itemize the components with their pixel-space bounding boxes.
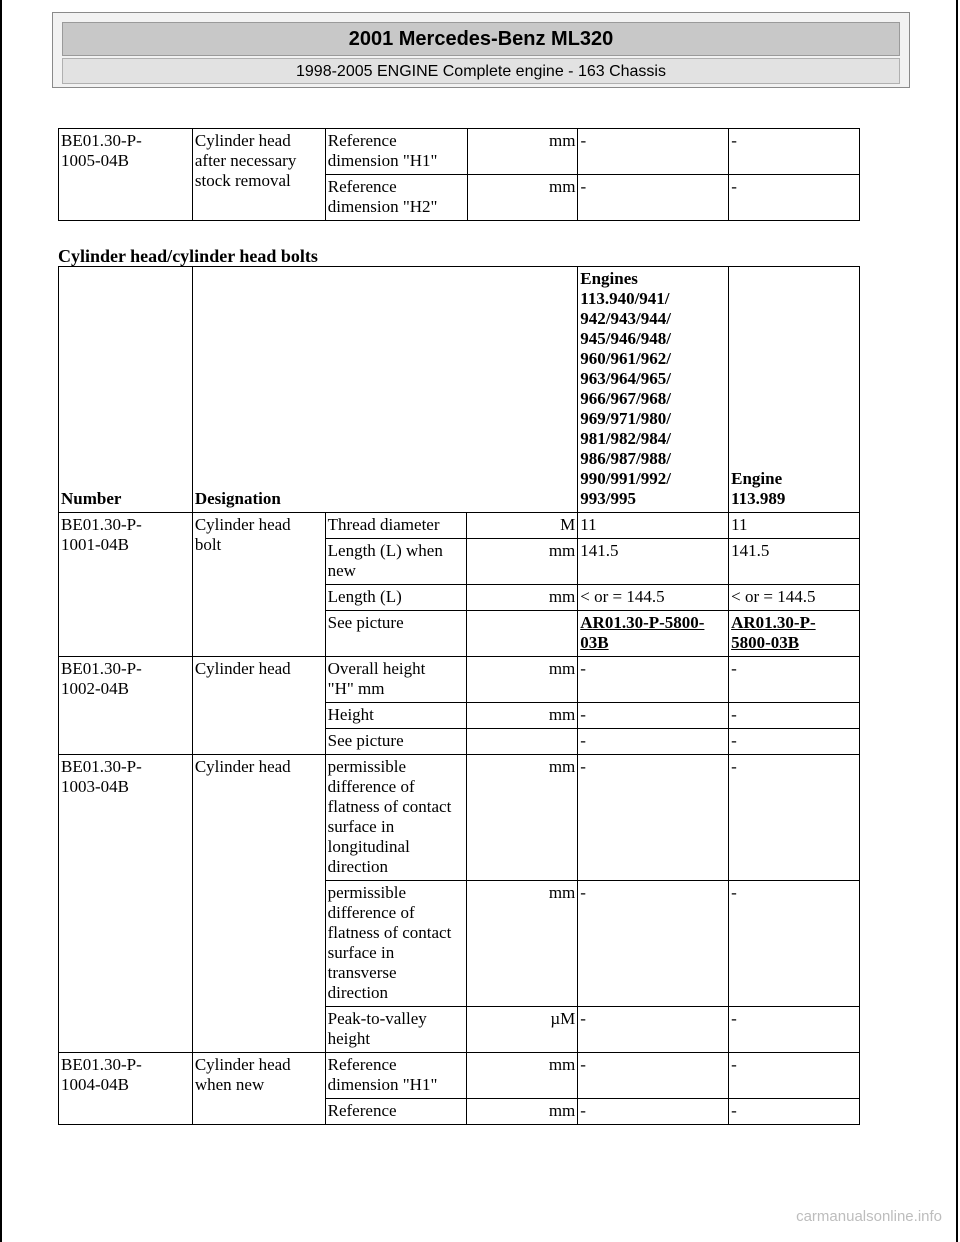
row-value-2: -: [729, 729, 860, 755]
row-unit: mm: [467, 703, 578, 729]
row-parameter: Reference dimension "H1": [325, 129, 467, 175]
row-value-1: -: [578, 129, 729, 175]
row-value-1[interactable]: [578, 611, 729, 657]
row-parameter: permissible difference of flatness of contact surface in longitudinal direction: [325, 755, 467, 881]
row-value-2: -: [729, 175, 860, 221]
row-parameter: Length (L) when new: [325, 539, 467, 585]
row-value-2: -: [729, 1053, 860, 1099]
row-value-1: -: [578, 1053, 729, 1099]
row-parameter: Thread diameter: [325, 513, 467, 539]
row-parameter: permissible difference of flatness of contact surface in transverse direction: [325, 881, 467, 1007]
row-value-1: -: [578, 755, 729, 881]
picture-link[interactable]: AR01.30-P-5800- 03B: [580, 613, 705, 652]
section-title: Cylinder head/cylinder head bolts: [58, 246, 318, 266]
row-parameter: Reference: [325, 1099, 467, 1125]
row-value-1: -: [578, 175, 729, 221]
table-row: [59, 513, 860, 539]
top-spec-table: [58, 128, 860, 221]
row-number: BE01.30-P- 1002-04B: [59, 657, 193, 755]
document-title: 2001 Mercedes-Benz ML320: [62, 22, 900, 56]
row-unit: [467, 611, 578, 657]
row-value-1: -: [578, 1099, 729, 1125]
row-value-2: -: [729, 657, 860, 703]
row-parameter: See picture: [325, 611, 467, 657]
row-value-2: -: [729, 1007, 860, 1053]
row-parameter: Reference dimension "H2": [325, 175, 467, 221]
header-engines-1: Engines 113.940/941/ 942/943/944/ 945/946/948/ 960/961/962/ 963/964/965/ 966/967/968/ 969/971/980/ 981/982/984/ 986/987/988/ 990/991/992/ 993/995: [578, 267, 729, 513]
row-unit: mm: [467, 585, 578, 611]
row-value-1: -: [578, 657, 729, 703]
row-value-1: < or = 144.5: [578, 585, 729, 611]
row-number: BE01.30-P- 1005-04B: [59, 129, 193, 221]
row-parameter: Overall height "H" mm: [325, 657, 467, 703]
header-designation: Designation: [192, 267, 577, 513]
row-unit: mm: [467, 539, 578, 585]
row-value-2: -: [729, 1099, 860, 1125]
header-number: Number: [59, 267, 193, 513]
page-border-left: [0, 0, 2, 1242]
row-value-2: 141.5: [729, 539, 860, 585]
header-engines-2: Engine 113.989: [729, 267, 860, 513]
row-number: BE01.30-P- 1003-04B: [59, 755, 193, 1053]
document-subtitle: 1998-2005 ENGINE Complete engine - 163 Chassis: [62, 58, 900, 84]
row-value-2[interactable]: [729, 611, 860, 657]
table-row: [59, 657, 860, 703]
table-row: [59, 755, 860, 881]
row-value-1: -: [578, 1007, 729, 1053]
page-border-right: [956, 0, 958, 1242]
row-parameter: Reference dimension "H1": [325, 1053, 467, 1099]
row-value-2: -: [729, 881, 860, 1007]
row-value-1: 141.5: [578, 539, 729, 585]
picture-link[interactable]: AR01.30-P- 5800-03B: [731, 613, 816, 652]
row-unit: M: [467, 513, 578, 539]
row-unit: mm: [467, 175, 578, 221]
row-value-2: -: [729, 703, 860, 729]
row-unit: mm: [467, 657, 578, 703]
row-value-1: -: [578, 729, 729, 755]
cylinder-head-spec-table: [58, 266, 860, 1125]
row-unit: mm: [467, 881, 578, 1007]
row-value-2: 11: [729, 513, 860, 539]
row-value-2: -: [729, 129, 860, 175]
table-row: [59, 1053, 860, 1099]
row-unit: µM: [467, 1007, 578, 1053]
row-designation: Cylinder head: [192, 755, 325, 1053]
row-parameter: Peak-to-valley height: [325, 1007, 467, 1053]
row-value-1: -: [578, 703, 729, 729]
row-unit: mm: [467, 1099, 578, 1125]
row-unit: [467, 729, 578, 755]
row-designation: Cylinder head: [192, 657, 325, 755]
row-designation: Cylinder head bolt: [192, 513, 325, 657]
row-designation: Cylinder head when new: [192, 1053, 325, 1125]
row-value-2: < or = 144.5: [729, 585, 860, 611]
row-unit: mm: [467, 755, 578, 881]
row-number: BE01.30-P- 1001-04B: [59, 513, 193, 657]
row-unit: mm: [467, 129, 578, 175]
watermark: carmanualsonline.info: [796, 1208, 942, 1225]
table-row: [59, 129, 860, 175]
row-designation: Cylinder head after necessary stock removal: [192, 129, 325, 221]
row-value-2: -: [729, 755, 860, 881]
row-number: BE01.30-P- 1004-04B: [59, 1053, 193, 1125]
table-header-row: [59, 267, 860, 513]
row-parameter: Length (L): [325, 585, 467, 611]
row-value-1: 11: [578, 513, 729, 539]
row-value-1: -: [578, 881, 729, 1007]
row-parameter: See picture: [325, 729, 467, 755]
row-parameter: Height: [325, 703, 467, 729]
row-unit: mm: [467, 1053, 578, 1099]
